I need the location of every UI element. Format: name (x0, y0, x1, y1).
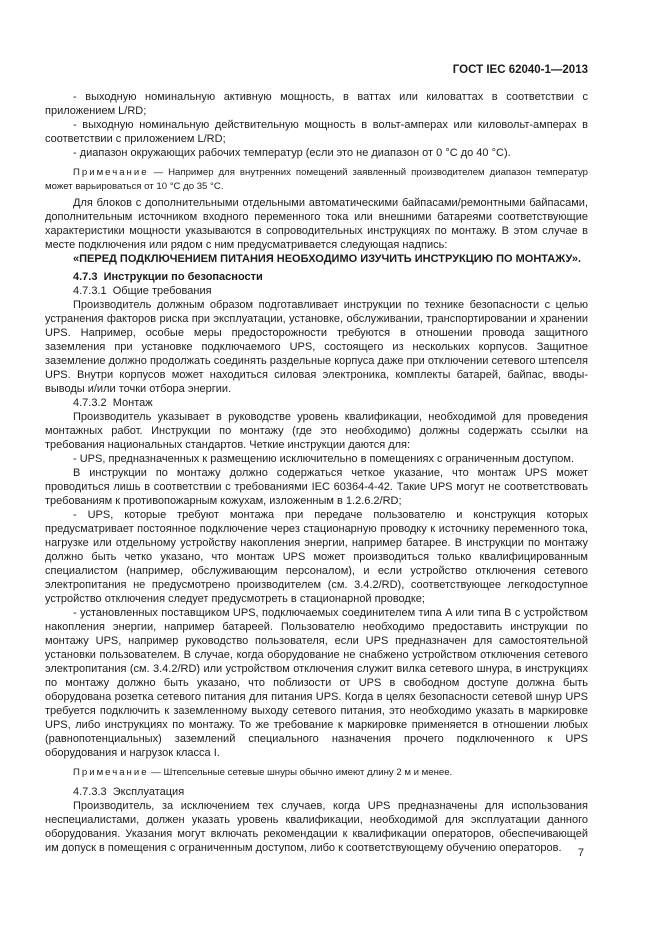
heading-safety-instructions: 4.7.3 Инструкции по безопасности (73, 271, 263, 283)
bullet-temperature-range: - диапазон окружающих рабочих температур (если это не диапазон от 0 °С до 40 °С). (73, 147, 511, 159)
para-general-requirements: Производитель должным образом подготавливает инструкции по технике безопасности с целью устранения факторов риска при эксплуатации, установке, обслуживании, транспортировании и хранении UPS. Например, особые меры предосторожности требуются в отношении провода защитного заземления при установке подключаемого UPS, состоящего из нескольких корпусов. Защитное заземление должно продолжать соединять раздельные корпуса даже при отключении сетевого штепселя UPS. Внутри корпусов может находиться силовая электроника, комплекты батарей, байпас, вводы-выводы и/или точки отбора энергии. (45, 299, 588, 395)
page-number: 7 (577, 847, 584, 859)
note-label: Примечание (73, 767, 149, 778)
bullet-apparent-power: - выходную номинальную действительную мощность в вольт-амперах или киловольт-амперах в соответствии с приложением L/RD; (45, 119, 588, 145)
note-label: Примечание (73, 167, 149, 178)
note-power-cords (45, 766, 588, 780)
note-temperature (45, 166, 588, 193)
bullet-permanently-connected-ups: - UPS, которые требуют монтажа при передаче пользователю и конструкция которых предусматривает постоянное подключение через стационарную проводку к источнику переменного тока, нагрузке или отдельному устройству накопления энергии, например батарее. В инструкции по монтажу должно быть четко указано, что монтаж UPS может производиться только квалифицированным специалистом (например, обслуживающим персоналом), и если устройство отключения сетевого электропитания не предусмотрено производителем (см. 3.4.2/RD), соответствующее легкодоступное устройство отключения следует предусмотреть в стационарной проводке; (45, 509, 588, 605)
heading-operation: 4.7.3.3 Эксплуатация (73, 785, 185, 798)
para-iec-60364-requirements: В инструкции по монтажу должно содержаться четкое указание, что монтаж UPS может проводиться лишь в соответствии с требованиями IEC 60364-4-42. Такие UPS могут не соответствовать требованиям к противопожарным кожухам, изложенным в 1.2.6.2/RD; (45, 467, 588, 507)
standard-code-header: ГОСТ IEC 62040-1—2013 (452, 64, 588, 76)
page-content (45, 63, 588, 855)
para-bypass-blocks: Для блоков с дополнительными отдельными автоматическими байпасами/ремонтными байпасами, дополнительным источником входного переменного тока или внешними батареями соответствующие характеристики мощности указываются в сопроводительных инструкциях по монтажу. В этом случае в месте подключения или рядом с ним предусматривается следующая надпись: (45, 197, 588, 251)
bullet-active-power: - выходную номинальную активную мощность, в ваттах или киловаттах в соответствии с приложением L/RD; (45, 91, 588, 117)
bullet-pluggable-ups: - установленных поставщиком UPS, подключаемых соединителем типа A или типа B с устройством накопления энергии, например батареей. Пользователю необходимо предоставить инструкции по монтажу UPS, например руководство пользователя, если UPS предназначен для самостоятельной установки пользователем. В случае, когда оборудование не снабжено устройством отключения сетевого электропитания (см. 3.4.2/RD) или устройством отключения служит вилка сетевого шнура, в инструкциях по монтажу должно быть указано, что поблизости от UPS в свободном доступе должна быть оборудована розетка сетевого питания для питания UPS. Когда в целях безопасности сетевой шнур UPS требуется подключить к заземленному выходу сетевого питания, это необходимо указать в маркировке UPS, либо инструкциях по монтажу. То же требование к маркировке применяется в отношении любых (равнопотенциальных) заземлений специального назначения прочего подключенного к UPS оборудования и нагрузок класса I. (45, 607, 588, 759)
bullet-restricted-access-ups: - UPS, предназначенных к размещению исключительно в помещениях с ограниченным доступом. (73, 453, 575, 465)
para-operation: Производитель, за исключением тех случаев, когда UPS предназначены для использования неспециалистами, должен указать уровень квалификации, необходимой для эксплуатации данного оборудования. Указания могут включать рекомендации к квалификации операторов, обеспечивающей им допуск в помещения с ограниченным доступом, либо к соответствующему обучению операторов. (45, 799, 588, 854)
para-installation-intro: Производитель указывает в руководстве уровень квалификации, необходимой для проведения монтажных работ. Инструкции по монтажу (где это необходимо) должны содержать ссылки на требования национальных стандартов. Четкие инструкции даются для: (45, 411, 588, 451)
note-text: — Штепсельные сетевые шнуры обычно имеют длину 2 м и менее. (151, 767, 453, 778)
heading-general-requirements: 4.7.3.1 Общие требования (73, 285, 212, 297)
note-text: — Например для внутренних помещений заявленный производителем диапазон температур может варьироваться от 10 °С до 35 °С. (45, 167, 588, 192)
warning-statement: «ПЕРЕД ПОДКЛЮЧЕНИЕМ ПИТАНИЯ НЕОБХОДИМО ИЗУЧИТЬ ИНСТРУКЦИЮ ПО МОНТАЖУ». (73, 253, 582, 265)
heading-installation: 4.7.3.2 Монтаж (73, 397, 153, 409)
